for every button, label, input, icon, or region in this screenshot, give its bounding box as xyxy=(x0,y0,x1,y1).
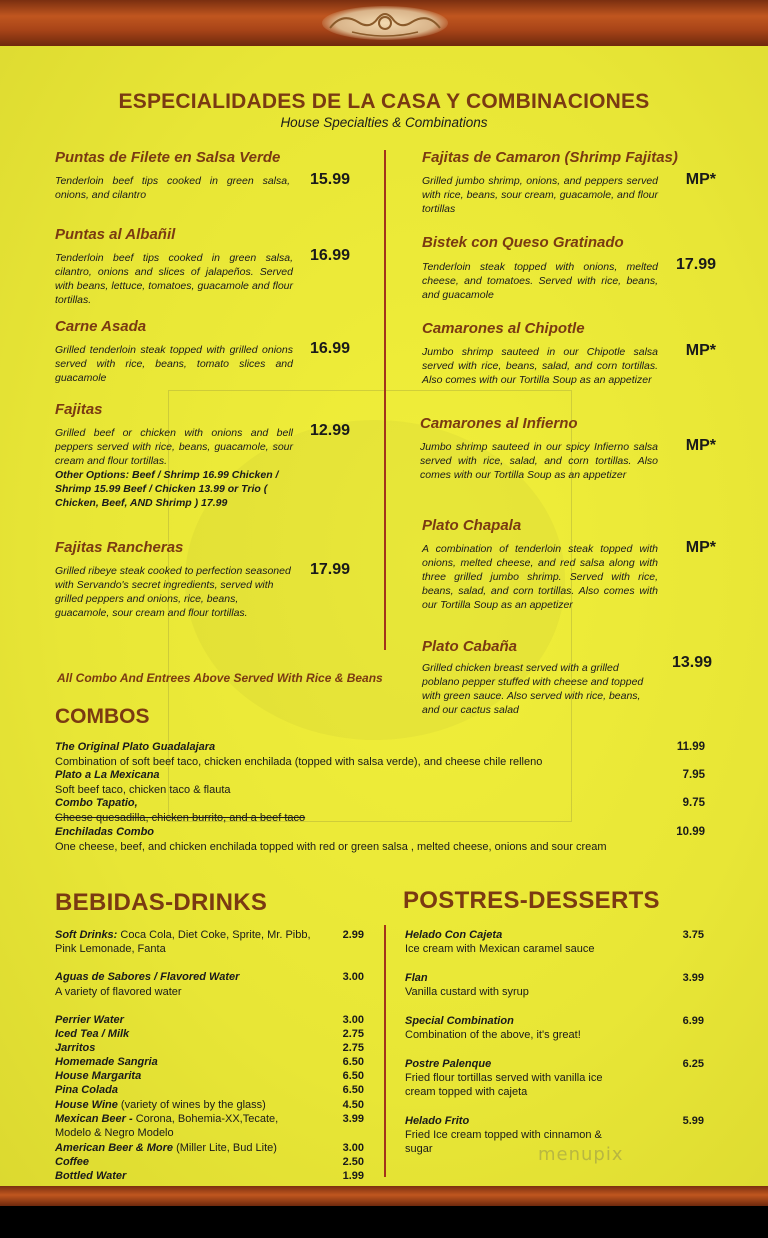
dish-description: Grilled chicken breast served with a grilled poblano pepper stuffed with cheese and topped with green sauce. Also served with rice, beans, and our cactus salad xyxy=(422,662,644,716)
soft-drinks-list: Coca Cola, Diet Coke, Sprite, Mr. Pibb, Pink Lemonade, Fanta xyxy=(55,929,311,955)
drink-name: Jarritos xyxy=(55,1042,96,1054)
combo-description: Cheese quesadilla, chicken burrito, and a beef taco xyxy=(55,812,306,824)
drink-price: 2.50 xyxy=(342,1156,364,1168)
dish-price: 17.99 xyxy=(675,256,716,273)
dish-price: 16.99 xyxy=(309,340,350,357)
combo-description: One cheese, beef, and chicken enchilada topped with red or green salsa , melted cheese, onions and sour cream xyxy=(55,841,607,853)
dish-description: Grilled tenderloin steak topped with grilled onions served with rice, beans, tomato slices and guacamole xyxy=(55,344,293,384)
dish-title: Bistek con Queso Gratinado xyxy=(422,234,624,251)
drink-price: 3.00 xyxy=(342,1142,364,1154)
dish-description: Grilled ribeye steak cooked to perfection seasoned with Servando's secret ingredients, served with grilled peppers and onions, rice, beans, guacamole, sour cream and flour tortillas. xyxy=(55,565,291,619)
dessert-price: 6.99 xyxy=(682,1015,704,1027)
drink-price: 4.50 xyxy=(342,1099,364,1111)
dish-price: MP* xyxy=(685,342,716,359)
dessert-price: 3.99 xyxy=(682,972,704,984)
page-title: ESPECIALIDADES DE LA CASA Y COMBINACIONES xyxy=(118,90,650,113)
combo-description: Combination of soft beef taco, chicken enchilada (topped with salsa verde), and cheese chile relleno xyxy=(55,756,543,768)
mexican-beer-text xyxy=(55,1112,317,1140)
dessert-price: 5.99 xyxy=(682,1115,704,1127)
dessert-description: Ice cream with Mexican caramel sauce xyxy=(405,943,595,955)
combo-name: The Original Plato Guadalajara xyxy=(55,741,216,753)
dessert-price: 6.25 xyxy=(682,1058,704,1070)
house-wine-note: (variety of wines by the glass) xyxy=(120,1099,266,1111)
dish-title: Camarones al Infierno xyxy=(420,415,578,432)
dessert-name: Helado Con Cajeta xyxy=(405,929,503,941)
dessert-description: Fried flour tortillas served with vanilla ice cream topped with cajeta xyxy=(405,1072,603,1098)
dish-description: Tenderloin beef tips cooked in green salsa, cilantro, onions and slices of jalapeños. Served with beans, lettuce, tomatoes, guacamole and flour tortillas. xyxy=(55,252,293,306)
dish-price: 16.99 xyxy=(309,247,350,264)
dessert-name: Flan xyxy=(405,972,428,984)
combo-description: Soft beef taco, chicken taco & flauta xyxy=(55,784,231,796)
combo-name: Combo Tapatio, xyxy=(55,797,138,809)
dish-description: Grilled jumbo shrimp, onions, and peppers served with rice, beans, sour cream, guacamole, and flour tortillas xyxy=(422,175,658,215)
ornament-icon xyxy=(322,6,448,40)
mexican-beer-label: Mexican Beer - xyxy=(55,1113,133,1125)
dish-price: 13.99 xyxy=(671,654,712,671)
drink-price: 6.50 xyxy=(342,1084,364,1096)
dish-title: Fajitas Rancheras xyxy=(55,539,184,556)
dessert-description: Fried Ice cream topped with cinnamon & sugar xyxy=(405,1129,602,1155)
bottom-wood-frame xyxy=(0,1186,768,1206)
drink-description: A variety of flavored water xyxy=(55,986,182,998)
combo-price: 9.75 xyxy=(682,797,705,809)
watermark-text: menupix xyxy=(538,1144,624,1165)
drink-price: 3.00 xyxy=(342,971,364,983)
dish-description: Jumbo shrimp sauteed in our Chipotle salsa served with rice, beans, salad, and corn tortillas. Also comes with our Tortilla Soup as an appetizer xyxy=(422,346,658,386)
dessert-name: Special Combination xyxy=(405,1015,514,1027)
column-divider xyxy=(384,150,386,650)
dish-price: MP* xyxy=(685,171,716,188)
american-beer-note: (Miller Lite, Bud Lite) xyxy=(176,1142,277,1154)
combos-heading: COMBOS xyxy=(55,705,150,728)
dish-title: Carne Asada xyxy=(55,318,147,335)
combo-name: Plato a La Mexicana xyxy=(55,769,160,781)
dish-price: 15.99 xyxy=(309,171,350,188)
dish-price: MP* xyxy=(685,437,716,454)
drink-name: Homemade Sangria xyxy=(55,1056,158,1068)
dish-title: Puntas de Filete en Salsa Verde xyxy=(55,149,281,166)
dish-description: A combination of tenderloin steak topped with onions, melted cheese, and red salsa along with three grilled jumbo shrimp. Served with rice, beans, salad, and corn tortillas. Also comes with our Tortilla Soup as an appetizer xyxy=(422,543,658,611)
mexican-beer-note: Corona, Bohemia-XX,Tecate, Modelo & Negro Modelo xyxy=(55,1113,279,1139)
top-wood-frame xyxy=(0,0,768,46)
combo-price: 11.99 xyxy=(676,741,705,753)
drink-name xyxy=(55,1098,266,1112)
dish-description: Tenderloin steak topped with onions, melted cheese, and tomatoes. Served with rice, beans, and guacamole xyxy=(422,261,658,301)
drink-name: Coffee xyxy=(55,1156,90,1168)
dish-title: Camarones al Chipotle xyxy=(422,320,585,337)
dish-title: Fajitas de Camaron (Shrimp Fajitas) xyxy=(422,149,678,166)
dish-price: 12.99 xyxy=(309,422,350,439)
dish-title: Puntas al Albañil xyxy=(55,226,176,243)
drink-name: Bottled Water xyxy=(55,1170,127,1182)
dessert-name: Helado Frito xyxy=(405,1115,470,1127)
drink-name: Iced Tea / Milk xyxy=(55,1028,130,1040)
dish-title: Plato Cabaña xyxy=(422,638,518,655)
dish-options: Other Options: Beef / Shrimp 16.99 Chicken / Shrimp 15.99 Beef / Chicken 13.99 or Trio ( Chicken, Beef, AND Shrimp ) 17.99 xyxy=(55,469,279,509)
drink-name: Aguas de Sabores / Flavored Water xyxy=(55,971,240,983)
drink-name: House Margarita xyxy=(55,1070,142,1082)
page-subtitle: House Specialties & Combinations xyxy=(280,115,488,130)
combo-name: Enchiladas Combo xyxy=(55,826,155,838)
dish-title: Fajitas xyxy=(55,401,103,418)
drink-price: 6.50 xyxy=(342,1056,364,1068)
dessert-name: Postre Palenque xyxy=(405,1058,492,1070)
drink-name: Perrier Water xyxy=(55,1014,124,1026)
soft-drinks-label: Soft Drinks: xyxy=(55,929,118,941)
dish-description: Grilled beef or chicken with onions and bell peppers served with rice, beans, guacamole, sour cream and flour tortillas. xyxy=(55,427,293,467)
dish-price: 17.99 xyxy=(309,561,350,578)
drink-price: 2.75 xyxy=(342,1028,364,1040)
dessert-description: Vanilla custard with syrup xyxy=(405,986,529,998)
drink-name: Pina Colada xyxy=(55,1084,118,1096)
house-wine-label: House Wine xyxy=(55,1099,118,1111)
column-divider xyxy=(384,925,386,1177)
drink-price: 2.99 xyxy=(342,929,364,941)
combo-price: 7.95 xyxy=(682,769,705,781)
dish-description: Tenderloin beef tips cooked in green salsa, onions, and cilantro xyxy=(55,175,290,201)
drinks-heading: BEBIDAS-DRINKS xyxy=(55,889,268,916)
drink-price: 3.99 xyxy=(342,1113,364,1125)
drink-name xyxy=(55,1141,277,1155)
drink-price: 2.75 xyxy=(342,1042,364,1054)
dish-price: MP* xyxy=(685,539,716,556)
dish-description: Jumbo shrimp sauteed in our spicy Infierno salsa served with rice, salad, and corn tortillas. Also comes with our Tortilla Soup as an appetizer xyxy=(420,441,658,481)
drink-price: 1.99 xyxy=(342,1170,364,1182)
combo-note: All Combo And Entrees Above Served With Rice & Beans xyxy=(57,671,383,685)
soft-drinks-text xyxy=(55,928,317,956)
dessert-price: 3.75 xyxy=(682,929,704,941)
drink-price: 3.00 xyxy=(342,1014,364,1026)
combo-price: 10.99 xyxy=(676,826,705,838)
desserts-heading: POSTRES-DESSERTS xyxy=(403,887,660,914)
dish-title: Plato Chapala xyxy=(422,517,522,534)
drink-price: 6.50 xyxy=(342,1070,364,1082)
american-beer-label: American Beer & More xyxy=(55,1142,173,1154)
dessert-description: Combination of the above, it's great! xyxy=(405,1029,581,1041)
